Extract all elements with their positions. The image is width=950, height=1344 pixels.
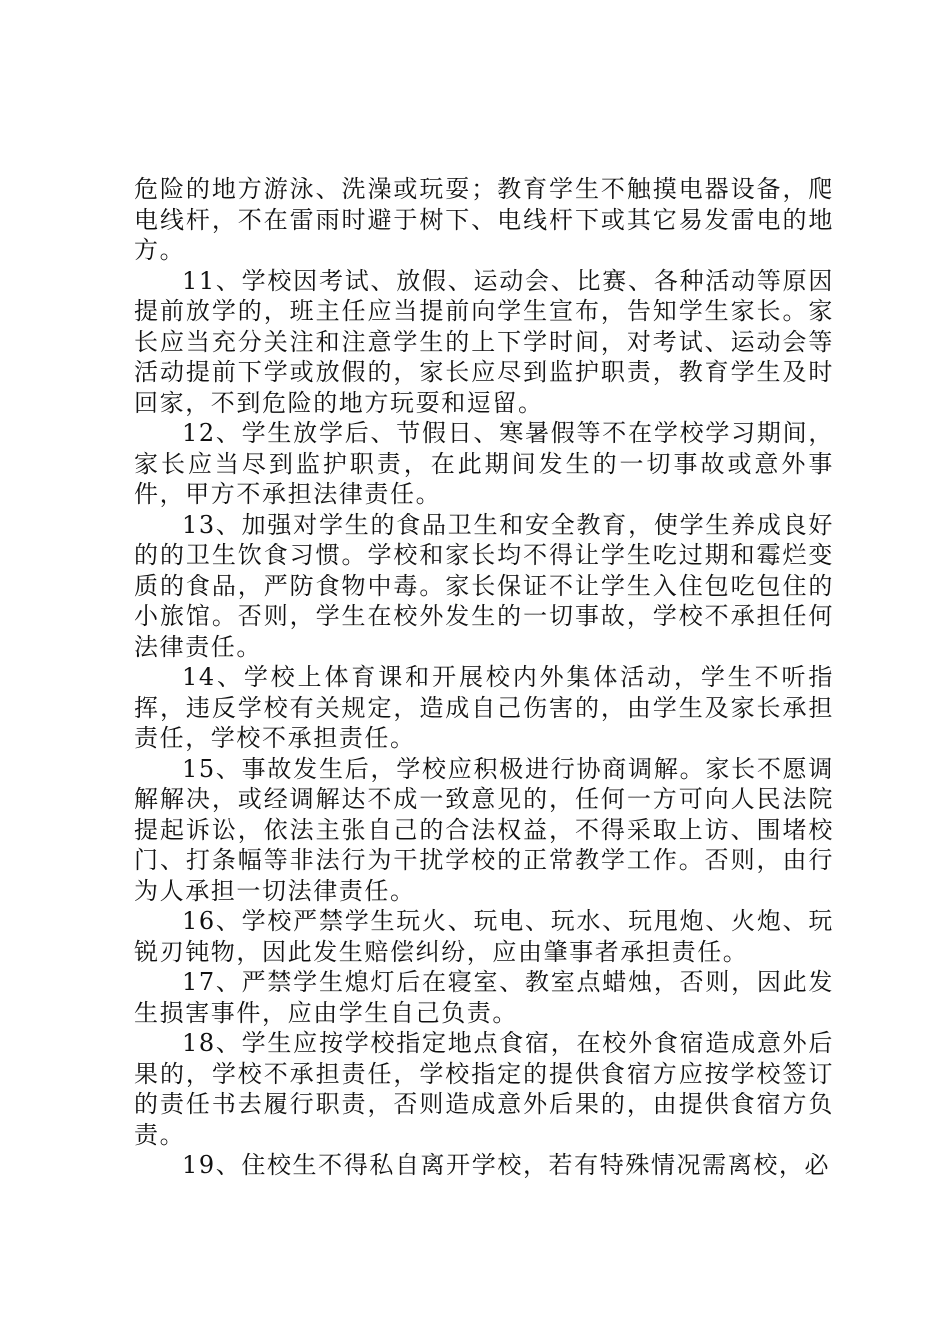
paragraph-item-19: 19、住校生不得私自离开学校，若有特殊情况需离校，必 <box>182 1151 831 1179</box>
paragraph-item-15: 15、事故发生后，学校应积极进行协商调解。家长不愿调解解决，或经调解达不成一致意见的，任何一方可向人民法院提起诉讼，依法主张自己的合法权益，不得采取上访、围堵校门、打条幅等非法行为干扰学校的正常教学工作。否则，由行为人承担一切法律责任。 <box>134 754 834 905</box>
paragraph-item-16: 16、学校严禁学生玩火、玩电、玩水、玩甩炮、火炮、玩锐刃钝物，因此发生赔偿纠纷，应由肇事者承担责任。 <box>134 907 834 966</box>
paragraph-item-14: 14、学校上体育课和开展校内外集体活动，学生不听指挥，违反学校有关规定，造成自己伤害的，由学生及家长承担责任，学校不承担责任。 <box>134 663 834 752</box>
paragraph-item-13: 13、加强对学生的食品卫生和安全教育，使学生养成良好的的卫生饮食习惯。学校和家长均不得让学生吃过期和霉烂变质的食品，严防食物中毒。家长保证不让学生入住包吃包住的小旅馆。否则，学生在校外发生的一切事故，学校不承担任何法律责任。 <box>134 510 834 661</box>
paragraph-item-17: 17、严禁学生熄灯后在寝室、教室点蜡烛，否则，因此发生损害事件，应由学生自己负责。 <box>134 968 834 1027</box>
paragraph-item-18: 18、学生应按学校指定地点食宿，在校外食宿造成意外后果的，学校不承担责任，学校指定的提供食宿方应按学校签订的责任书去履行职责，否则造成意外后果的，由提供食宿方负责。 <box>134 1029 834 1149</box>
document-body <box>134 174 834 1181</box>
paragraph-item-11: 11、学校因考试、放假、运动会、比赛、各种活动等原因提前放学的，班主任应当提前向学生宣布，告知学生家长。家长应当充分关注和注意学生的上下学时间，对考试、运动会等活动提前下学或放假的，家长应尽到监护职责，教育学生及时回家，不到危险的地方玩耍和逗留。 <box>134 266 834 417</box>
paragraph-continuation: 危险的地方游泳、洗澡或玩耍；教育学生不触摸电器设备，爬电线杆，不在雷雨时避于树下、电线杆下或其它易发雷电的地方。 <box>134 175 834 264</box>
paragraph-item-12: 12、学生放学后、节假日、寒暑假等不在学校学习期间，家长应当尽到监护职责，在此期间发生的一切事故或意外事件，甲方不承担法律责任。 <box>134 419 834 508</box>
